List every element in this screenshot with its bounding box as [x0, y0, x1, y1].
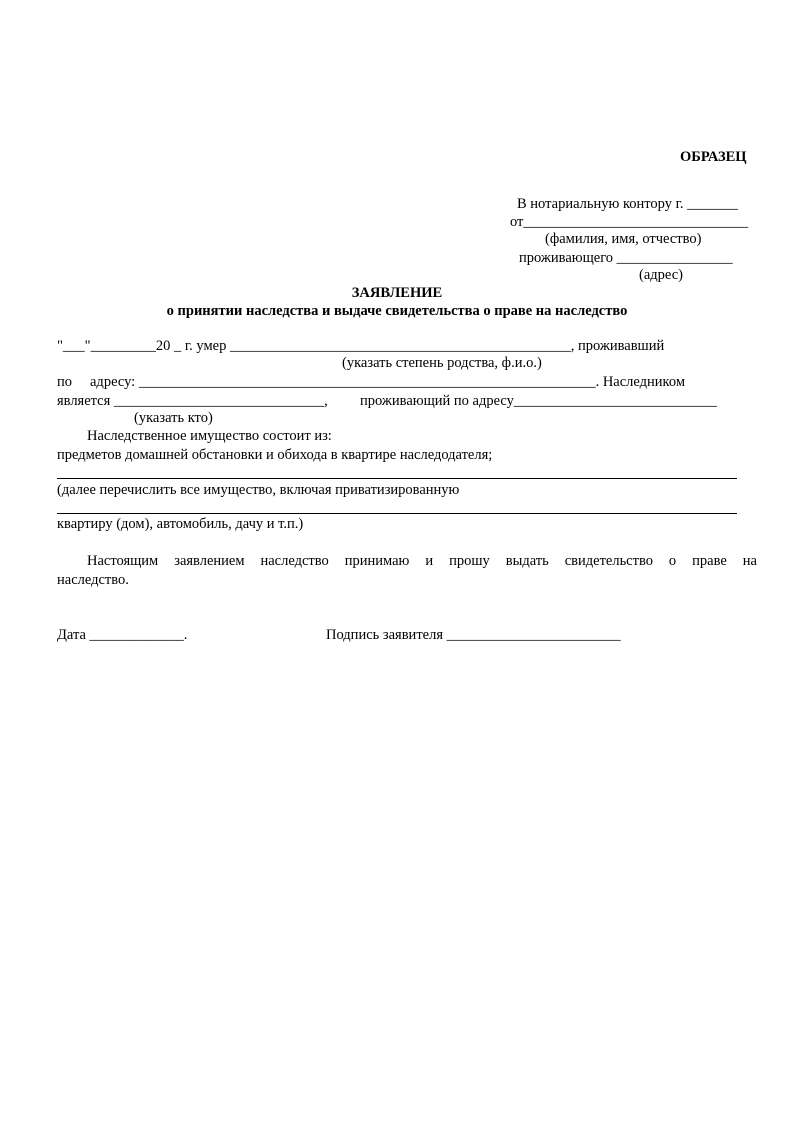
applicant-name-line: от_______________________________	[510, 214, 749, 230]
sample-label: ОБРАЗЕЦ	[680, 149, 747, 165]
date-field: Дата _____________.	[57, 627, 188, 643]
deceased-line: "___"_________20 _ г. умер _______________________________________________, проживавший	[57, 338, 665, 354]
notary-office-line: В нотариальную контору г. _______	[517, 196, 738, 212]
estate-intro: Наследственное имущество состоит из:	[87, 428, 332, 444]
applicant-address-line: проживающего ________________	[519, 250, 733, 266]
fill-in-line-2	[57, 513, 737, 514]
deceased-hint: (указать степень родства, ф.и.о.)	[342, 355, 542, 371]
heir-line: является _____________________________,	[57, 393, 328, 409]
estate-item-household: предметов домашней обстановки и обихода в квартире наследодателя;	[57, 447, 493, 463]
applicant-address-hint: (адрес)	[639, 267, 683, 283]
statement-paragraph-line2: наследство.	[57, 572, 129, 588]
heir-address-line: проживающий по адресу____________________________	[360, 393, 717, 409]
address-line-prefix: по	[57, 374, 73, 390]
statement-paragraph-line1: Настоящим заявлением наследство принимаю и прошу выдать свидетельство о праве на	[87, 553, 757, 569]
document-title: ЗАЯВЛЕНИЕ	[351, 285, 443, 301]
estate-hint-2: квартиру (дом), автомобиль, дачу и т.п.)	[57, 516, 304, 532]
applicant-name-hint: (фамилия, имя, отчество)	[545, 231, 702, 247]
signature-field: Подпись заявителя ________________________	[326, 627, 621, 643]
address-line: адресу: _______________________________________________________________. Наследником	[90, 374, 685, 390]
fill-in-line-1	[57, 478, 737, 479]
estate-hint-1: (далее перечислить все имущество, включая приватизированную	[57, 482, 460, 498]
heir-hint: (указать кто)	[134, 410, 213, 426]
document-subtitle: о принятии наследства и выдаче свидетельства о праве на наследство	[166, 303, 628, 319]
